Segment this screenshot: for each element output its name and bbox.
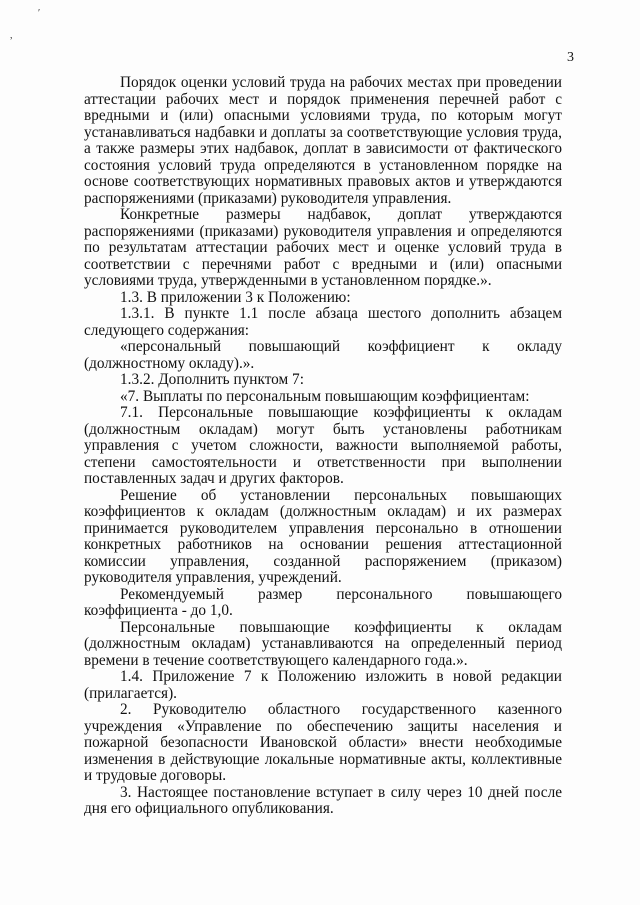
document-body bbox=[84, 75, 562, 818]
page-number: 3 bbox=[567, 50, 574, 65]
paragraph: 1.3. В приложении 3 к Положению: bbox=[120, 288, 351, 306]
paragraph: 7.1. Персональные повышающие коэффициенты к окладам (должностным окладам) могут быть установлены работникам управления с учетом сложности, важности выполняемой работы, степени самостоятельности и ответственности при выполнении поставленных задач и других факторов. bbox=[84, 404, 562, 487]
paragraph: Конкретные размеры надбавок, доплат утверждаются распоряжениями (приказами) руководителя управления и определяются по результатам аттестации рабочих мест и оценке условий труда в соответствии с перечнями работ с вредными и (или) опасными условиями труда, утвержденными в установленном порядке.». bbox=[84, 206, 562, 289]
paragraph: «7. Выплаты по персональным повышающим коэффициентам: bbox=[120, 387, 530, 405]
paragraph: Порядок оценки условий труда на рабочих местах при проведении аттестации рабочих мест и порядок применения перечней работ с вредными и (или) опасными условиями труда, по которым могут устанавливаться надбавки и доплаты за соответствующие условия труда, а также размеры этих надбавок, доплат в зависимости от фактического состояния условий труда определяются в установленном порядке на основе соответствующих нормативных правовых актов и утверждаются распоряжениями (приказами) руководителя управления. bbox=[84, 74, 562, 207]
paragraph: Персональные повышающие коэффициенты к окладам (должностным окладам) устанавливаются на определенный период времени в течение соответствующего календарного года.». bbox=[84, 618, 562, 669]
paragraph: 2. Руководителю областного государственного казенного учреждения «Управление по обеспечению защиты населения и пожарной безопасности Ивановской области» внести необходимые изменения в действующие локальные нормативные акты, коллективные и трудовые договоры. bbox=[84, 701, 562, 784]
paragraph: 1.4. Приложение 7 к Положению изложить в новой редакции (прилагается). bbox=[84, 668, 562, 702]
paragraph: 1.3.1. В пункте 1.1 после абзаца шестого дополнить абзацем следующего содержания: bbox=[84, 305, 562, 339]
paragraph: «персональный повышающий коэффициент к окладу (должностному окладу).». bbox=[84, 338, 562, 372]
scan-mark: , bbox=[10, 30, 13, 41]
paragraph: 1.3.2. Дополнить пунктом 7: bbox=[120, 371, 304, 388]
paragraph: Рекомендуемый размер персонального повышающего коэффициента - до 1,0. bbox=[84, 585, 562, 619]
scan-mark: ʹ bbox=[38, 8, 41, 19]
paragraph: 3. Настоящее постановление вступает в силу через 10 дней после дня его официального опубликования. bbox=[84, 783, 562, 817]
paragraph: Решение об установлении персональных повышающих коэффициентов к окладам (должностным окладам) и их размерах принимается руководителем управления персонально в отношении конкретных работников на основании решения аттестационной комиссии управления, созданной распоряжением (приказом) руководителя управления, учреждений. bbox=[84, 486, 562, 586]
